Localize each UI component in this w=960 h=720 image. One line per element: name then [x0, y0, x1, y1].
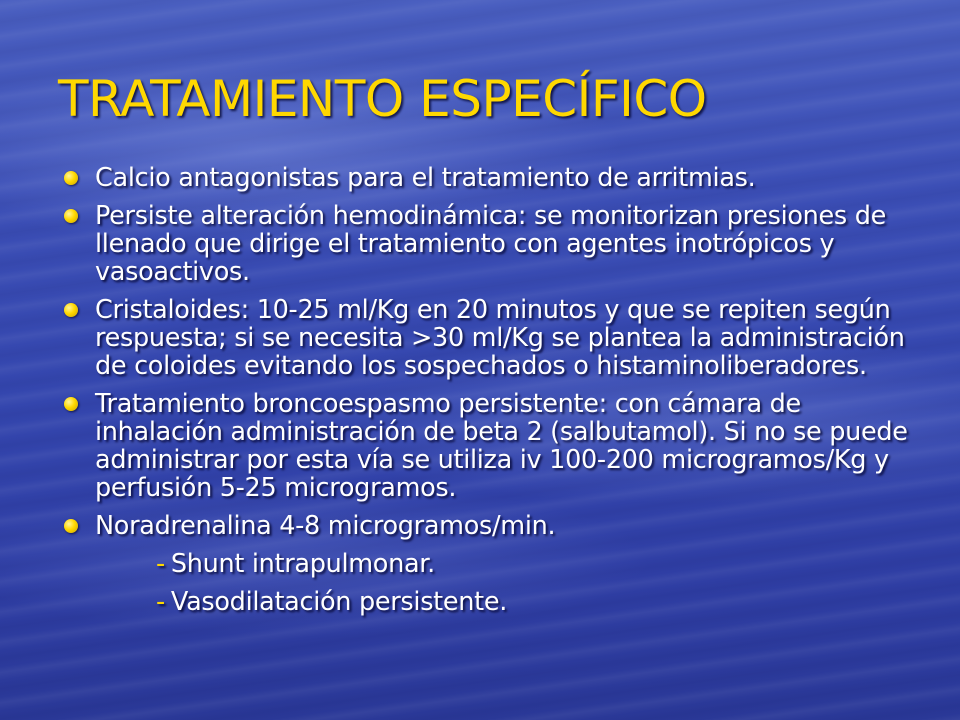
bullet-dot-icon: [64, 209, 78, 223]
sub-item-text: Vasodilatación persistente.: [170, 587, 508, 617]
slide-title: TRATAMIENTO ESPECÍFICO: [58, 70, 707, 128]
bullet-text: Persiste alteración hemodinámica: se monitorizan presiones de llenado que dirige el tratamiento con agentes inotrópicos y vasoactivos.: [95, 201, 886, 287]
bullet-item: [64, 164, 924, 192]
dash-marker: -: [156, 549, 165, 579]
bullet-dot-icon: [64, 519, 78, 533]
bullet-item: [64, 390, 924, 502]
bullet-dot-icon: [64, 303, 78, 317]
bullet-text: Tratamiento broncoespasmo persistente: con cámara de inhalación administración de beta 2 (salbutamol). Si no se puede administrar por esta vía se utiliza iv 100-200 microgramos/Kg y perfusión 5-25 microgramos.: [95, 389, 908, 503]
bullet-dot-icon: [64, 397, 78, 411]
bullet-item: [64, 296, 924, 380]
bullet-dot-icon: [64, 171, 78, 185]
bullet-text: Noradrenalina 4-8 microgramos/min.: [95, 511, 556, 541]
bullet-list: [64, 164, 924, 626]
bullet-item: [64, 512, 924, 540]
dash-marker: -: [156, 587, 165, 617]
bullet-text: Cristaloides: 10-25 ml/Kg en 20 minutos y que se repiten según respuesta; si se necesita >30 ml/Kg se plantea la administración de coloides evitando los sospechados o histaminoliberadores.: [95, 295, 905, 381]
sub-item: [64, 588, 924, 616]
sub-item-text: Shunt intrapulmonar.: [170, 549, 435, 579]
bullet-item: [64, 202, 924, 286]
bullet-text: Calcio antagonistas para el tratamiento de arritmias.: [95, 163, 756, 193]
sub-item: [64, 550, 924, 578]
